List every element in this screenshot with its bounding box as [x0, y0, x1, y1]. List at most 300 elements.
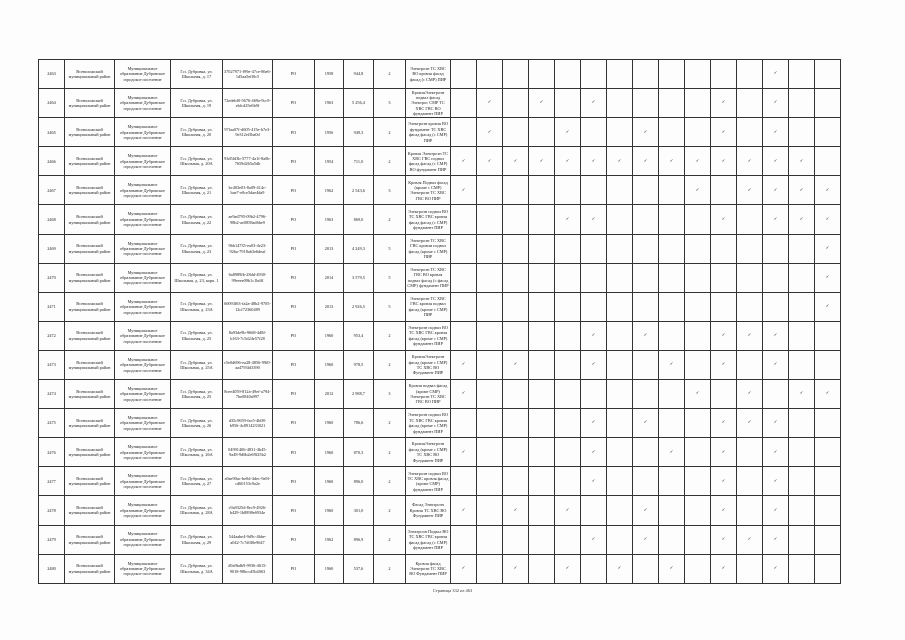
empty-mark-cell	[685, 234, 711, 263]
cadastral-id-cell: 60093f63-fa2a-48b2-9705-12cf72360489	[223, 292, 273, 321]
empty-mark-cell	[607, 321, 633, 350]
year-cell: 2012	[315, 380, 344, 409]
empty-mark-cell	[633, 89, 659, 118]
empty-mark-cell	[581, 118, 607, 147]
row-number: 2480	[39, 554, 65, 583]
empty-mark-cell	[529, 554, 555, 583]
works-cell: Электроэн ТС ХВС ГВС кровля подвал фасад (кроме с СМР) ПИР	[406, 292, 451, 321]
checkmark-icon: ✓	[815, 292, 841, 321]
checkmark-icon: ✓	[451, 176, 477, 205]
empty-mark-cell	[763, 234, 789, 263]
district-cell: Всеволожский муниципальный район	[65, 554, 115, 583]
checkmark-icon: ✓	[529, 89, 555, 118]
empty-mark-cell	[737, 60, 763, 89]
type-cell: РО	[273, 292, 315, 321]
table-row	[39, 60, 841, 89]
empty-mark-cell	[607, 350, 633, 379]
checkmark-icon: ✓	[477, 147, 503, 176]
checkmark-icon: ✓	[555, 118, 581, 147]
empty-mark-cell	[659, 321, 685, 350]
empty-mark-cell	[607, 118, 633, 147]
empty-mark-cell	[659, 118, 685, 147]
year-cell: 1962	[315, 176, 344, 205]
year-cell: 1963	[315, 89, 344, 118]
address-cell: Г.п. Дубровка, ул. Школьная, д. 20А	[171, 147, 223, 176]
checkmark-icon: ✓	[581, 467, 607, 496]
checkmark-icon: ✓	[711, 147, 737, 176]
district-cell: Всеволожский муниципальный район	[65, 263, 115, 292]
empty-mark-cell	[503, 89, 529, 118]
empty-mark-cell	[529, 467, 555, 496]
count-cell: 2	[374, 350, 406, 379]
address-cell: Г.п. Дубровка, ул. Школьная, д. 28А	[171, 496, 223, 525]
empty-mark-cell	[607, 292, 633, 321]
year-cell: 1960	[315, 350, 344, 379]
year-cell: 1960	[315, 554, 344, 583]
empty-mark-cell	[685, 89, 711, 118]
district-cell: Всеволожский муниципальный район	[65, 205, 115, 234]
table-row	[39, 380, 841, 409]
empty-mark-cell	[815, 525, 841, 554]
year-cell: 1960	[315, 467, 344, 496]
empty-mark-cell	[477, 554, 503, 583]
empty-mark-cell	[789, 350, 815, 379]
empty-mark-cell	[737, 467, 763, 496]
empty-mark-cell	[685, 467, 711, 496]
area-cell: 537,6	[344, 554, 374, 583]
empty-mark-cell	[555, 89, 581, 118]
empty-mark-cell	[451, 321, 477, 350]
row-number: 2464	[39, 89, 65, 118]
address-cell: Г.п. Дубровка, ул. Школьная, д. 25	[171, 380, 223, 409]
address-cell: Г.п. Дубровка, ул. Школьная, д. 23А	[171, 292, 223, 321]
year-cell: 1963	[315, 205, 344, 234]
empty-mark-cell	[789, 60, 815, 89]
count-cell: 2	[374, 496, 406, 525]
checkmark-icon: ✓	[555, 554, 581, 583]
empty-mark-cell	[633, 205, 659, 234]
checkmark-icon: ✓	[737, 321, 763, 350]
type-cell: РО	[273, 467, 315, 496]
empty-mark-cell	[451, 467, 477, 496]
empty-mark-cell	[477, 263, 503, 292]
empty-mark-cell	[815, 118, 841, 147]
checkmark-icon: ✓	[711, 89, 737, 118]
checkmark-icon: ✓	[815, 380, 841, 409]
empty-mark-cell	[659, 292, 685, 321]
year-cell: 2014	[315, 263, 344, 292]
checkmark-icon: ✓	[581, 438, 607, 467]
year-cell: 1954	[315, 147, 344, 176]
empty-mark-cell	[529, 496, 555, 525]
empty-mark-cell	[477, 496, 503, 525]
type-cell: РО	[273, 176, 315, 205]
checkmark-icon: ✓	[711, 118, 737, 147]
checkmark-icon: ✓	[789, 176, 815, 205]
checkmark-icon: ✓	[763, 409, 789, 438]
checkmark-icon: ✓	[737, 525, 763, 554]
cadastral-id-cell: 93d5fd3b-5777-4a1f-8a0b-7659d265a5db	[223, 147, 273, 176]
cadastral-id-cell: 544aabe4-9d9c-4bbe-a042-7c7d0f0e9647	[223, 525, 273, 554]
empty-mark-cell	[685, 554, 711, 583]
empty-mark-cell	[581, 60, 607, 89]
count-cell: 2	[374, 438, 406, 467]
empty-mark-cell	[737, 350, 763, 379]
checkmark-icon: ✓	[581, 147, 607, 176]
checkmark-icon: ✓	[789, 147, 815, 176]
checkmark-icon: ✓	[711, 554, 737, 583]
checkmark-icon: ✓	[763, 496, 789, 525]
table-row	[39, 89, 841, 118]
address-cell: Г.п. Дубровка, ул. Школьная, д. 34А	[171, 554, 223, 583]
empty-mark-cell	[555, 263, 581, 292]
row-number: 2472	[39, 321, 65, 350]
type-cell: РО	[273, 525, 315, 554]
empty-mark-cell	[789, 89, 815, 118]
municipality-cell: Муниципальное образование Дубровское городское поселение	[115, 205, 171, 234]
municipality-cell: Муниципальное образование Дубровское городское поселение	[115, 292, 171, 321]
type-cell: РО	[273, 409, 315, 438]
year-cell: 2013	[315, 292, 344, 321]
area-cell: 786,6	[344, 409, 374, 438]
district-cell: Всеволожский муниципальный район	[65, 467, 115, 496]
checkmark-icon: ✓	[477, 118, 503, 147]
checkmark-icon: ✓	[555, 496, 581, 525]
empty-mark-cell	[607, 409, 633, 438]
type-cell: РО	[273, 554, 315, 583]
checkmark-icon: ✓	[737, 380, 763, 409]
empty-mark-cell	[477, 292, 503, 321]
empty-mark-cell	[685, 205, 711, 234]
empty-mark-cell	[451, 205, 477, 234]
count-cell: 3	[374, 380, 406, 409]
empty-mark-cell	[581, 292, 607, 321]
year-cell: 1962	[315, 525, 344, 554]
municipality-cell: Муниципальное образование Дубровское городское поселение	[115, 380, 171, 409]
empty-mark-cell	[555, 380, 581, 409]
municipality-cell: Муниципальное образование Дубровское городское поселение	[115, 350, 171, 379]
empty-mark-cell	[477, 321, 503, 350]
checkmark-icon: ✓	[477, 89, 503, 118]
register-table	[38, 59, 841, 584]
empty-mark-cell	[451, 525, 477, 554]
works-cell: КровляЭлектроэн фасад (кроме с СМР) ТС ХВС ВО Фундамент ПИР	[406, 438, 451, 467]
checkmark-icon: ✓	[659, 438, 685, 467]
checkmark-icon: ✓	[737, 147, 763, 176]
area-cell: 870,3	[344, 438, 374, 467]
empty-mark-cell	[503, 292, 529, 321]
empty-mark-cell	[685, 525, 711, 554]
empty-mark-cell	[607, 380, 633, 409]
empty-mark-cell	[477, 234, 503, 263]
empty-mark-cell	[451, 263, 477, 292]
table-row	[39, 321, 841, 350]
empty-mark-cell	[659, 496, 685, 525]
area-cell: 896,9	[344, 525, 374, 554]
empty-mark-cell	[789, 525, 815, 554]
municipality-cell: Муниципальное образование Дубровское городское поселение	[115, 176, 171, 205]
address-cell: Г.п. Дубровка, ул. Школьная, д. 22	[171, 205, 223, 234]
empty-mark-cell	[581, 263, 607, 292]
checkmark-icon: ✓	[763, 350, 789, 379]
empty-mark-cell	[789, 438, 815, 467]
checkmark-icon: ✓	[711, 467, 737, 496]
address-cell: Г.п. Дубровка, ул. Школьная, д. 26А	[171, 438, 223, 467]
empty-mark-cell	[555, 292, 581, 321]
empty-mark-cell	[815, 89, 841, 118]
empty-mark-cell	[633, 467, 659, 496]
empty-mark-cell	[607, 89, 633, 118]
checkmark-icon: ✓	[503, 350, 529, 379]
empty-mark-cell	[555, 321, 581, 350]
checkmark-icon: ✓	[503, 496, 529, 525]
empty-mark-cell	[685, 321, 711, 350]
empty-mark-cell	[633, 263, 659, 292]
area-cell: 2 543,6	[344, 176, 374, 205]
empty-mark-cell	[503, 205, 529, 234]
works-cell: КровляЭлектроэн подвал фасад Электрос СМР ТС ХВС ГВС ВО фундамент ПИР	[406, 89, 451, 118]
empty-mark-cell	[737, 496, 763, 525]
empty-mark-cell	[607, 263, 633, 292]
empty-mark-cell	[503, 438, 529, 467]
district-cell: Всеволожский муниципальный район	[65, 176, 115, 205]
empty-mark-cell	[711, 60, 737, 89]
empty-mark-cell	[581, 380, 607, 409]
empty-mark-cell	[451, 89, 477, 118]
empty-mark-cell	[529, 409, 555, 438]
checkmark-icon: ✓	[763, 118, 789, 147]
type-cell: РО	[273, 496, 315, 525]
works-cell: Кровля фасад Электроэн ТС ХВС ВО Фундамент ПИР	[406, 554, 451, 583]
district-cell: Всеволожский муниципальный район	[65, 234, 115, 263]
checkmark-icon: ✓	[503, 147, 529, 176]
empty-mark-cell	[659, 234, 685, 263]
empty-mark-cell	[633, 438, 659, 467]
empty-mark-cell	[555, 409, 581, 438]
empty-mark-cell	[633, 380, 659, 409]
empty-mark-cell	[789, 321, 815, 350]
empty-mark-cell	[685, 60, 711, 89]
checkmark-icon: ✓	[815, 205, 841, 234]
empty-mark-cell	[581, 554, 607, 583]
checkmark-icon: ✓	[555, 147, 581, 176]
address-cell: Г.п. Дубровка, ул. Школьная, д. 27	[171, 467, 223, 496]
empty-mark-cell	[581, 234, 607, 263]
row-number: 2463	[39, 60, 65, 89]
row-number: 2468	[39, 205, 65, 234]
empty-mark-cell	[503, 380, 529, 409]
empty-mark-cell	[477, 467, 503, 496]
empty-mark-cell	[815, 321, 841, 350]
district-cell: Всеволожский муниципальный район	[65, 496, 115, 525]
empty-mark-cell	[815, 60, 841, 89]
checkmark-icon: ✓	[581, 89, 607, 118]
checkmark-icon: ✓	[503, 554, 529, 583]
count-cell: 2	[374, 467, 406, 496]
table-row	[39, 467, 841, 496]
count-cell: 2	[374, 409, 406, 438]
empty-mark-cell	[685, 263, 711, 292]
checkmark-icon: ✓	[659, 350, 685, 379]
row-number: 2475	[39, 409, 65, 438]
empty-mark-cell	[451, 292, 477, 321]
empty-mark-cell	[659, 467, 685, 496]
empty-mark-cell	[763, 380, 789, 409]
empty-mark-cell	[789, 409, 815, 438]
register-body	[39, 60, 841, 584]
empty-mark-cell	[529, 525, 555, 554]
empty-mark-cell	[555, 467, 581, 496]
empty-mark-cell	[503, 60, 529, 89]
checkmark-icon: ✓	[711, 321, 737, 350]
row-number: 2470	[39, 263, 65, 292]
table-row	[39, 525, 841, 554]
checkmark-icon: ✓	[581, 350, 607, 379]
empty-mark-cell	[477, 176, 503, 205]
empty-mark-cell	[633, 60, 659, 89]
municipality-cell: Муниципальное образование Дубровское городское поселение	[115, 234, 171, 263]
checkmark-icon: ✓	[633, 409, 659, 438]
type-cell: РО	[273, 380, 315, 409]
table-row	[39, 147, 841, 176]
empty-mark-cell	[607, 438, 633, 467]
checkmark-icon: ✓	[581, 321, 607, 350]
year-cell: 1960	[315, 438, 344, 467]
area-cell: 711,0	[344, 147, 374, 176]
municipality-cell: Муниципальное образование Дубровское городское поселение	[115, 496, 171, 525]
cadastral-id-cell: d9a9bdb9-9936-4615-9018-98bccd5b4063	[223, 554, 273, 583]
works-cell: КровляЭлектроэн фасад (кроме с СМР) ТС ХВС ВО Фундамент ПИР	[406, 350, 451, 379]
address-cell: Г.п. Дубровка, ул. Школьная, д. 23, корп. 1	[171, 263, 223, 292]
empty-mark-cell	[815, 467, 841, 496]
checkmark-icon: ✓	[763, 321, 789, 350]
checkmark-icon: ✓	[763, 89, 789, 118]
area-cell: 2 988,7	[344, 380, 374, 409]
row-number: 2479	[39, 525, 65, 554]
empty-mark-cell	[607, 525, 633, 554]
empty-mark-cell	[789, 467, 815, 496]
count-cell: 3	[374, 176, 406, 205]
checkmark-icon: ✓	[685, 176, 711, 205]
type-cell: РО	[273, 234, 315, 263]
cadastral-id-cell: 04991406-4831-4b45-9a48-9d6b2e69f25b2	[223, 438, 273, 467]
count-cell: 3	[374, 89, 406, 118]
count-cell: 2	[374, 205, 406, 234]
works-cell: Электроэн подвал ВО ТС ХВС ГВС кровля фасад фасад (с СМР) фундамент ПИР	[406, 205, 451, 234]
empty-mark-cell	[763, 292, 789, 321]
empty-mark-cell	[581, 176, 607, 205]
checkmark-icon: ✓	[607, 147, 633, 176]
works-cell: Электроэн подвал ВО ТС ХВС кровля фасад (кроме СМР) фундамент ПИР	[406, 467, 451, 496]
year-cell: 1960	[315, 409, 344, 438]
empty-mark-cell	[555, 60, 581, 89]
count-cell: 2	[374, 321, 406, 350]
empty-mark-cell	[763, 263, 789, 292]
empty-mark-cell	[815, 438, 841, 467]
checkmark-icon: ✓	[633, 118, 659, 147]
empty-mark-cell	[451, 234, 477, 263]
checkmark-icon: ✓	[763, 525, 789, 554]
district-cell: Всеволожский муниципальный район	[65, 350, 115, 379]
checkmark-icon: ✓	[633, 496, 659, 525]
empty-mark-cell	[555, 234, 581, 263]
empty-mark-cell	[685, 292, 711, 321]
empty-mark-cell	[607, 205, 633, 234]
municipality-cell: Муниципальное образование Дубровское городское поселение	[115, 263, 171, 292]
cadastral-id-cell: 6a8989fb-28dd-4930-99eeee09b1c1bdff	[223, 263, 273, 292]
empty-mark-cell	[659, 60, 685, 89]
district-cell: Всеволожский муниципальный район	[65, 147, 115, 176]
checkmark-icon: ✓	[815, 234, 841, 263]
count-cell: 2	[374, 147, 406, 176]
table-row	[39, 409, 841, 438]
district-cell: Всеволожский муниципальный район	[65, 321, 115, 350]
cadastral-id-cell: d35c9659-fac5-4b08-b956-4c8914233021	[223, 409, 273, 438]
checkmark-icon: ✓	[711, 205, 737, 234]
area-cell: 2 926,5	[344, 292, 374, 321]
cadastral-id-cell: c5e0d696-ea28-4856-99f0-aa4793fd3390	[223, 350, 273, 379]
empty-mark-cell	[503, 525, 529, 554]
empty-mark-cell	[737, 118, 763, 147]
table-row	[39, 438, 841, 467]
empty-mark-cell	[607, 467, 633, 496]
empty-mark-cell	[581, 496, 607, 525]
empty-mark-cell	[529, 118, 555, 147]
type-cell: РО	[273, 147, 315, 176]
empty-mark-cell	[633, 554, 659, 583]
empty-mark-cell	[477, 380, 503, 409]
address-cell: Г.п. Дубровка, ул. Школьная, д. 19	[171, 89, 223, 118]
checkmark-icon: ✓	[737, 176, 763, 205]
count-cell: 2	[374, 60, 406, 89]
empty-mark-cell	[503, 263, 529, 292]
checkmark-icon: ✓	[581, 409, 607, 438]
empty-mark-cell	[503, 176, 529, 205]
address-cell: Г.п. Дубровка, ул. Школьная, д. 29	[171, 525, 223, 554]
empty-mark-cell	[633, 292, 659, 321]
address-cell: Г.п. Дубровка, ул. Школьная, д. 25	[171, 321, 223, 350]
municipality-cell: Муниципальное образование Дубровское городское поселение	[115, 60, 171, 89]
address-cell: Г.п. Дубровка, ул. Школьная, д. 17	[171, 60, 223, 89]
empty-mark-cell	[529, 234, 555, 263]
checkmark-icon: ✓	[529, 147, 555, 176]
cadastral-id-cell: c9a9325d-8ec9-4926-b429-1b8898e6934e	[223, 496, 273, 525]
count-cell: 5	[374, 263, 406, 292]
row-number: 2476	[39, 438, 65, 467]
address-cell: Г.п. Дубровка, ул. Школьная, д. 26	[171, 409, 223, 438]
checkmark-icon: ✓	[711, 438, 737, 467]
address-cell: Г.п. Дубровка, ул. Школьная, д. 23	[171, 234, 223, 263]
year-cell: 1960	[315, 321, 344, 350]
area-cell: 4 249,3	[344, 234, 374, 263]
empty-mark-cell	[607, 496, 633, 525]
empty-mark-cell	[659, 205, 685, 234]
empty-mark-cell	[711, 234, 737, 263]
works-cell: Электроэн подвал ВО ТС ХВС ГВС кровля фасад (кроме с СМР) фундамент ПИР	[406, 409, 451, 438]
checkmark-icon: ✓	[685, 147, 711, 176]
empty-mark-cell	[633, 350, 659, 379]
empty-mark-cell	[685, 438, 711, 467]
empty-mark-cell	[451, 118, 477, 147]
row-number: 2473	[39, 350, 65, 379]
cadastral-id-cell: 8a93de9b-9668-4d8f-b163-7c5d24e57f28	[223, 321, 273, 350]
checkmark-icon: ✓	[789, 205, 815, 234]
empty-mark-cell	[607, 176, 633, 205]
district-cell: Всеволожский муниципальный район	[65, 525, 115, 554]
row-number: 2471	[39, 292, 65, 321]
empty-mark-cell	[529, 438, 555, 467]
municipality-cell: Муниципальное образование Дубровское городское поселение	[115, 409, 171, 438]
